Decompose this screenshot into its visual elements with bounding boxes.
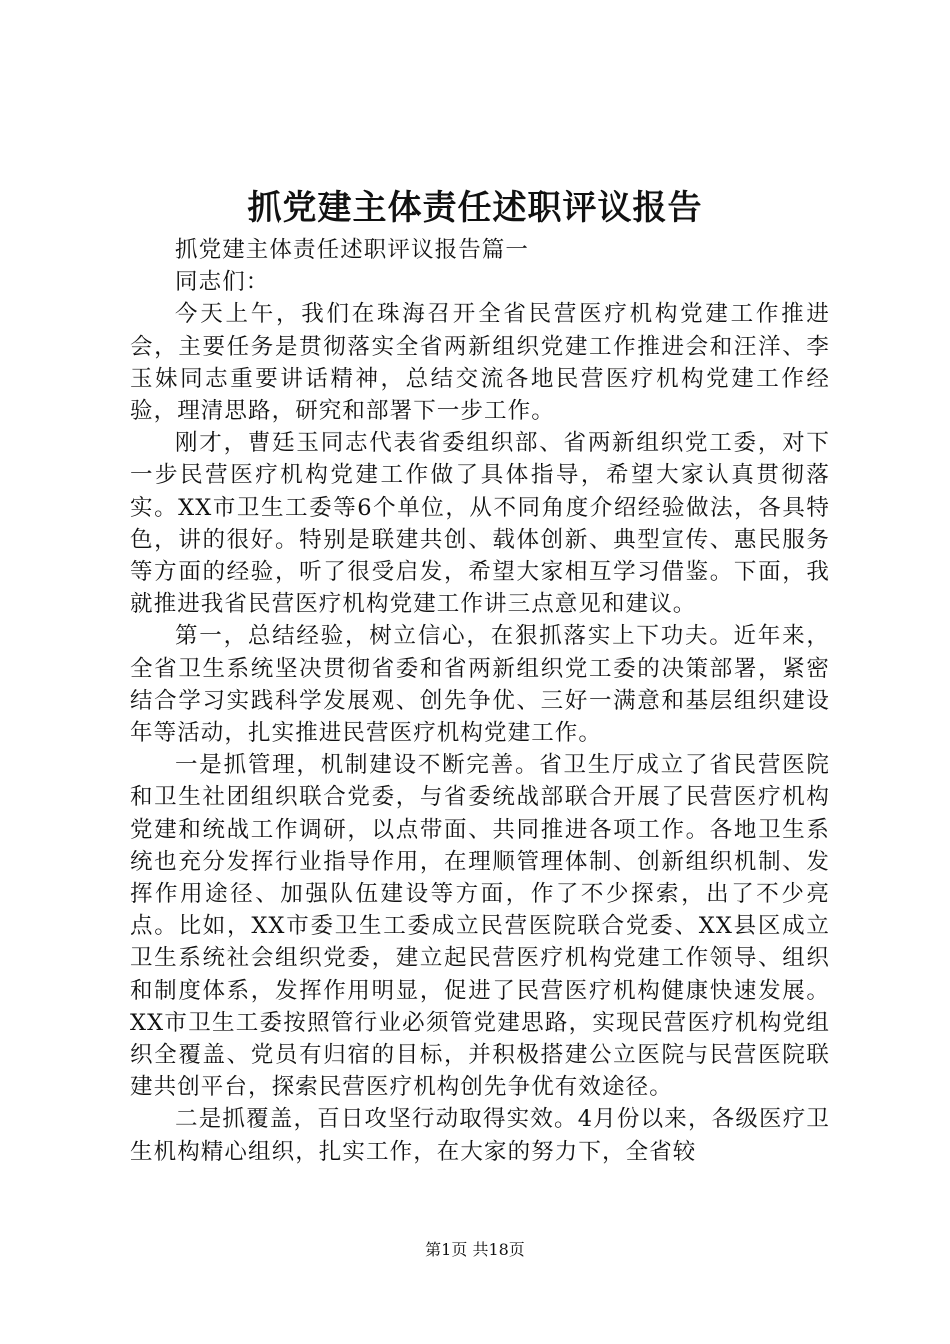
body-paragraph: 刚才，曹廷玉同志代表省委组织部、省两新组织党工委，对下一步民营医疗机构党建工作做了具体指导，希望大家认真贯彻落实。XX市卫生工委等6个单位，从不同角度介绍经验做法，各具特色，讲的很好。特别是联建共创、载体创新、典型宣传、惠民服务等方面的经验，听了很受启发，希望大家相互学习借鉴。下面，我就推进我省民营医疗机构党建工作讲三点意见和建议。	[130, 430, 830, 618]
body-paragraph: 一是抓管理，机制建设不断完善。省卫生厅成立了省民营医院和卫生社团组织联合党委，与省委统战部联合开展了民营医疗机构党建和统战工作调研，以点带面、共同推进各项工作。各地卫生系统也充分发挥行业指导作用，在理顺管理体制、创新组织机制、发挥作用途径、加强队伍建设等方面，作了不少探索，出了不少亮点。比如，XX市委卫生工委成立民营医院联合党委、XX县区成立卫生系统社会组织党委，建立起民营医疗机构党建工作领导、组织和制度体系，发挥作用明显，促进了民营医疗机构健康快速发展。XX市卫生工委按照管行业必须管党建思路，实现民营医疗机构党组织全覆盖、党员有归宿的目标，并积极搭建公立医院与民营医院联建共创平台，探索民营医疗机构创先争优有效途径。	[130, 752, 830, 1101]
greeting-line: 同志们：	[175, 269, 270, 296]
document-title: 抓党建主体责任述职评议报告	[247, 188, 703, 228]
body-paragraph: 二是抓覆盖，百日攻坚行动取得实效。4月份以来，各级医疗卫生机构精心组织，扎实工作，在大家的努力下，全省较	[130, 1106, 830, 1165]
section-heading: 抓党建主体责任述职评议报告篇一	[175, 237, 530, 263]
document-body	[130, 234, 830, 1168]
body-paragraph: 第一，总结经验，树立信心，在狠抓落实上下功夫。近年来，全省卫生系统坚决贯彻省委和省两新组织党工委的决策部署，紧密结合学习实践科学发展观、创先争优、三好一满意和基层组织建设年等活动，扎实推进民营医疗机构党建工作。	[130, 623, 830, 747]
body-paragraph: 今天上午，我们在珠海召开全省民营医疗机构党建工作推进会，主要任务是贯彻落实全省两新组织党建工作推进会和汪洋、李玉妹同志重要讲话精神，总结交流各地民营医疗机构党建工作经验，理清思路，研究和部署下一步工作。	[130, 301, 830, 425]
page-number-footer: 第1页 共18页	[425, 1240, 525, 1259]
